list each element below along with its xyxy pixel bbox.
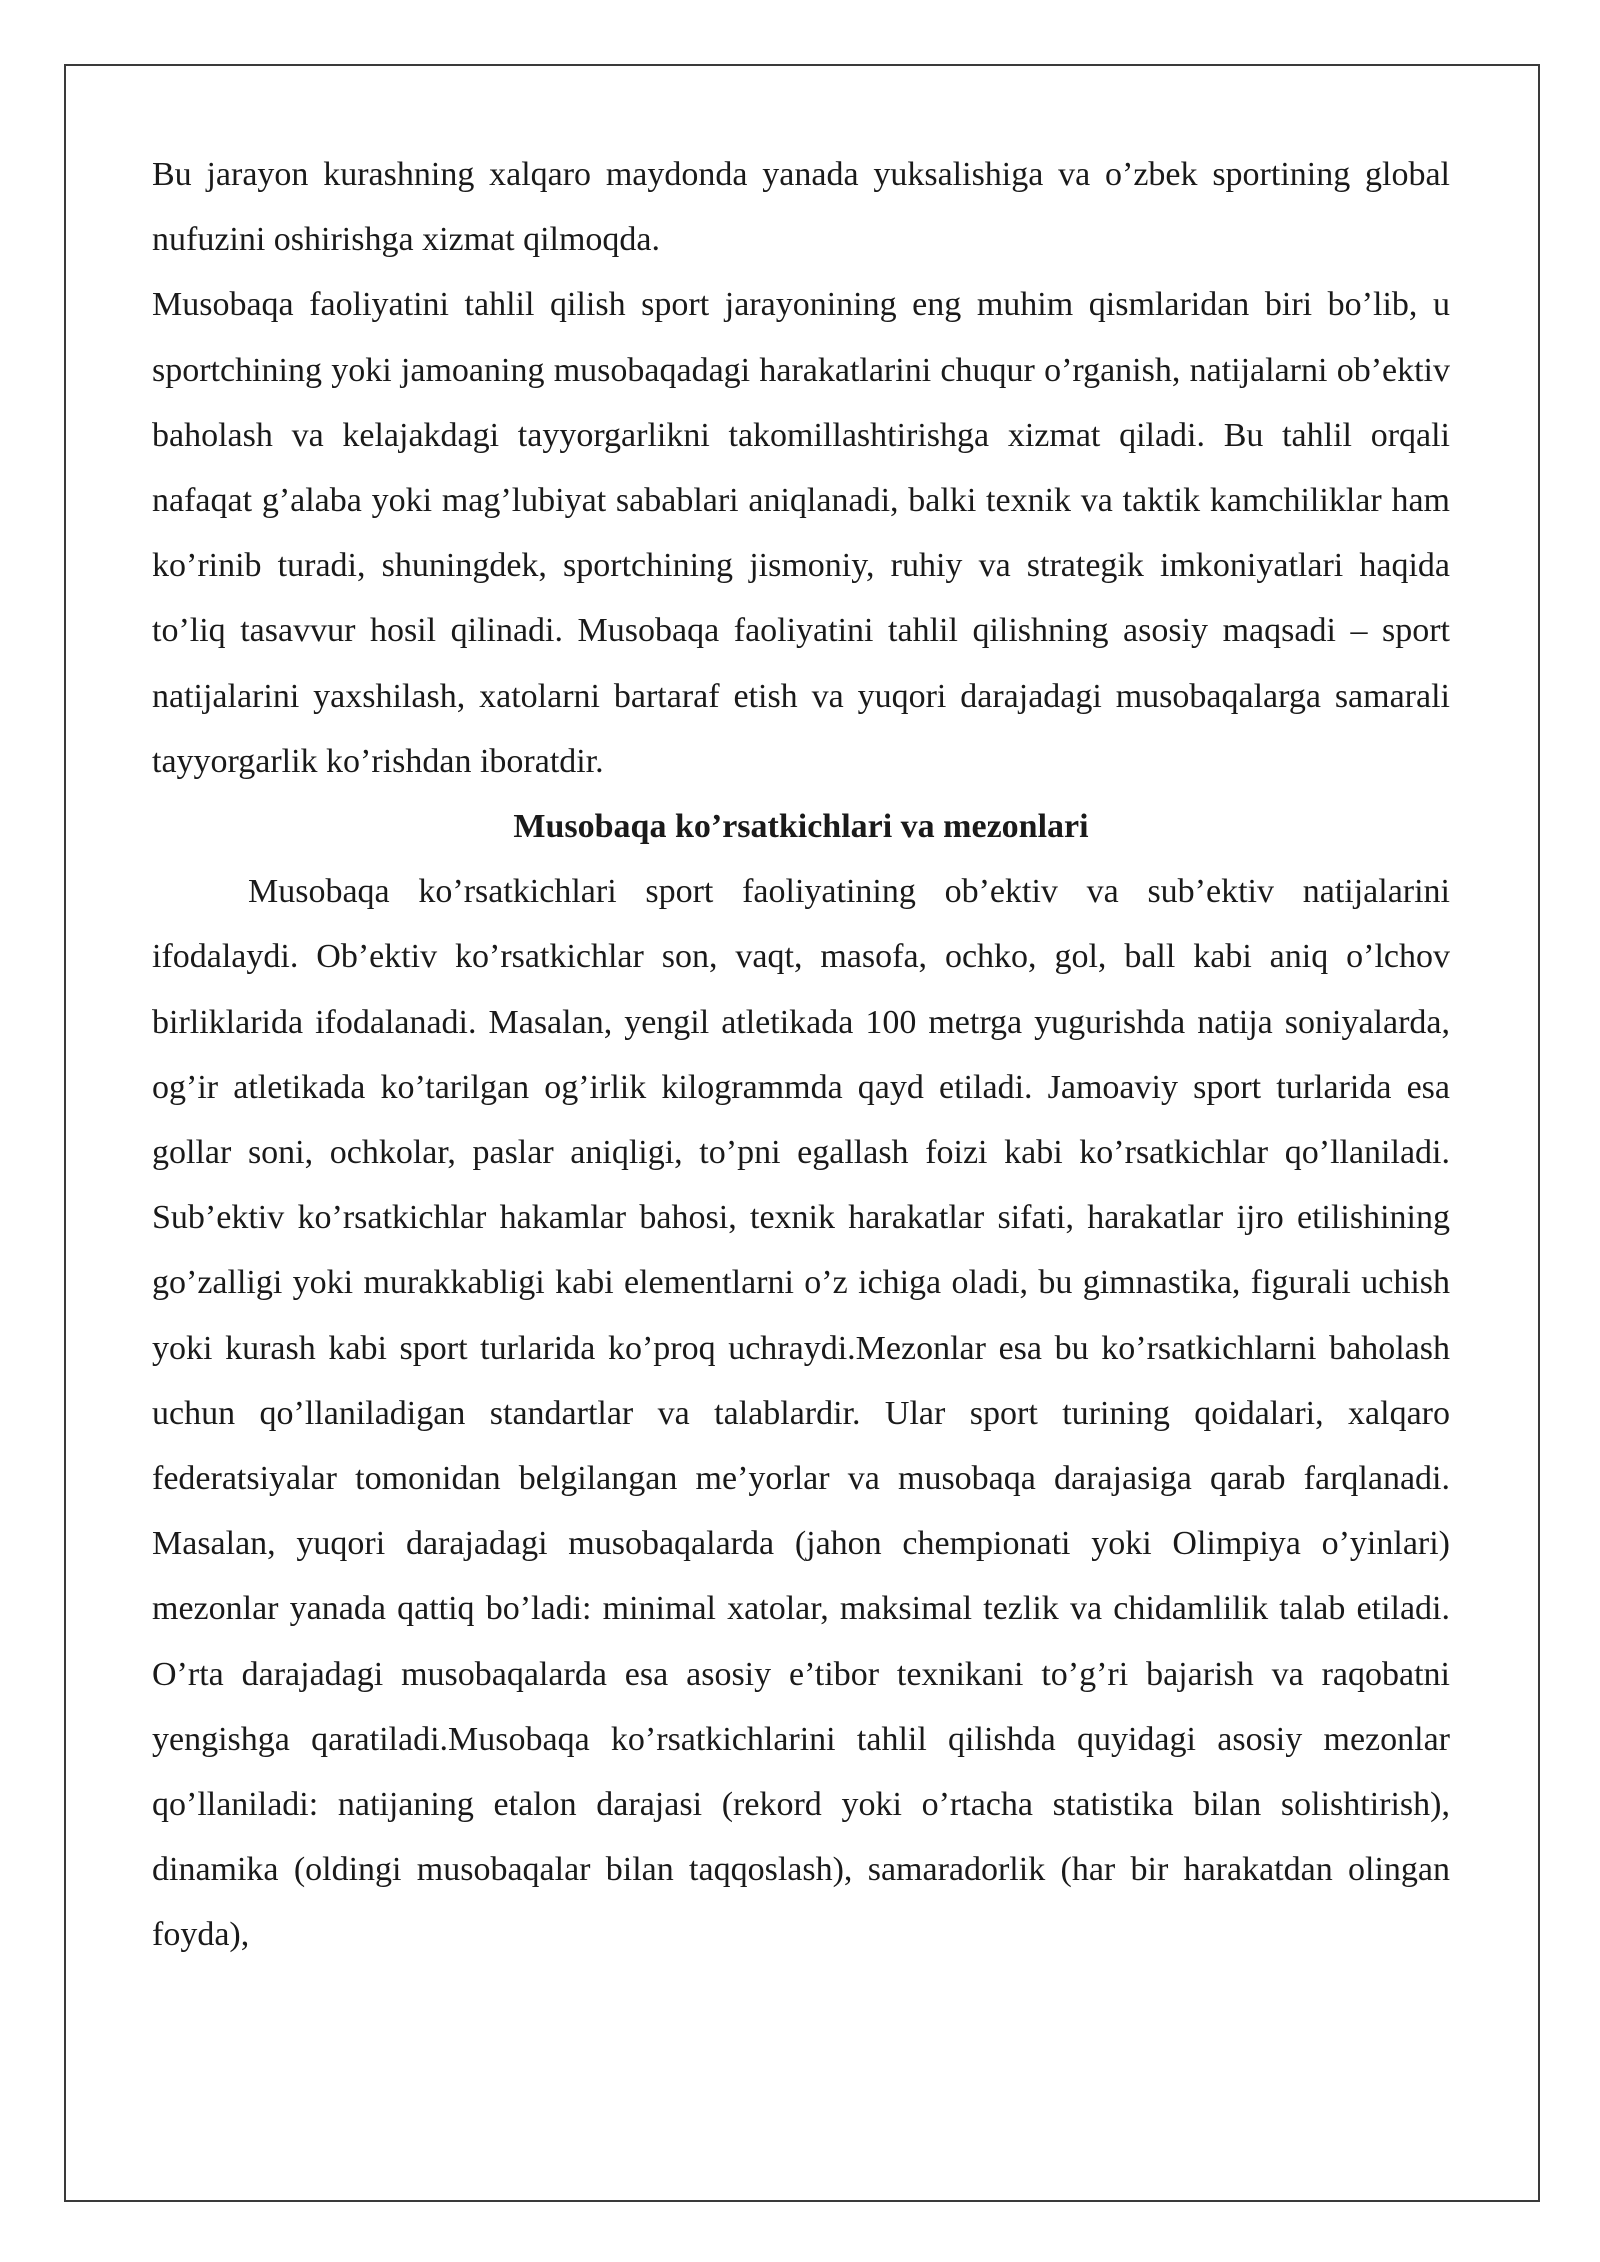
document-body [152,142,1450,1968]
paragraph-intro: Bu jarayon kurashning xalqaro maydonda yanada yuksalishiga va o’zbek sportining global nufuzini oshirishga xizmat qilmoqda. [152,156,1450,259]
section-heading: Musobaqa ko’rsatkichlari va mezonlari [513,808,1089,846]
paragraph-indicators: Musobaqa ko’rsatkichlari sport faoliyatining ob’ektiv va sub’ektiv natijalarini ifodalaydi. Ob’ektiv ko’rsatkichlar son, vaqt, masofa, ochko, gol, ball kabi aniq o’lchov birliklarida ifodalanadi. Masalan, yengil atletikada 100 metrga yugurishda natija soniyalarda, og’ir atletikada ko’tarilgan og’irlik kilogrammda qayd etiladi. Jamoaviy sport turlarida esa gollar soni, ochkolar, paslar aniqligi, to’pni egallash foizi kabi ko’rsatkichlar qo’llaniladi. Sub’ektiv ko’rsatkichlar hakamlar bahosi, texnik harakatlar sifati, harakatlar ijro etilishining go’zalligi yoki murakkabligi kabi elementlarni o’z ichiga oladi, bu gimnastika, figurali uchish yoki kurash kabi sport turlarida ko’proq uchraydi.Mezonlar esa bu ko’rsatkichlarni baholash uchun qo’llaniladigan standartlar va talablardir. Ular sport turining qoidalari, xalqaro federatsiyalar tomonidan belgilangan me’yorlar va musobaqa darajasiga qarab farqlanadi. Masalan, yuqori darajadagi musobaqalarda (jahon chempionati yoki Olimpiya o’yinlari) mezonlar yanada qattiq bo’ladi: minimal xatolar, maksimal tezlik va chidamlilik talab etiladi. O’rta darajadagi musobaqalarda esa asosiy e’tibor texnikani to’g’ri bajarish va raqobatni yengishga qaratiladi.Musobaqa ko’rsatkichlarini tahlil qilishda quyidagi asosiy mezonlar qo’llaniladi: natijaning etalon darajasi (rekord yoki o’rtacha statistika bilan solishtirish), dinamika (oldingi musobaqalar bilan taqqoslash), samaradorlik (har bir harakatdan olingan foyda), [152,873,1450,1954]
paragraph-analysis: Musobaqa faoliyatini tahlil qilish sport jarayonining eng muhim qismlaridan biri bo’lib, u sportchining yoki jamoaning musobaqadagi harakatlarini chuqur o’rganish, natijalarni ob’ektiv baholash va kelajakdagi tayyorgarlikni takomillashtirishga xizmat qiladi. Bu tahlil orqali nafaqat g’alaba yoki mag’lubiyat sabablari aniqlanadi, balki texnik va taktik kamchiliklar ham ko’rinib turadi, shuningdek, sportchining jismoniy, ruhiy va strategik imkoniyatlari haqida to’liq tasavvur hosil qilinadi. Musobaqa faoliyatini tahlil qilishning asosiy maqsadi – sport natijalarini yaxshilash, xatolarni bartaraf etish va yuqori darajadagi musobaqalarga samarali tayyorgarlik ko’rishdan iboratdir. [152,286,1450,780]
